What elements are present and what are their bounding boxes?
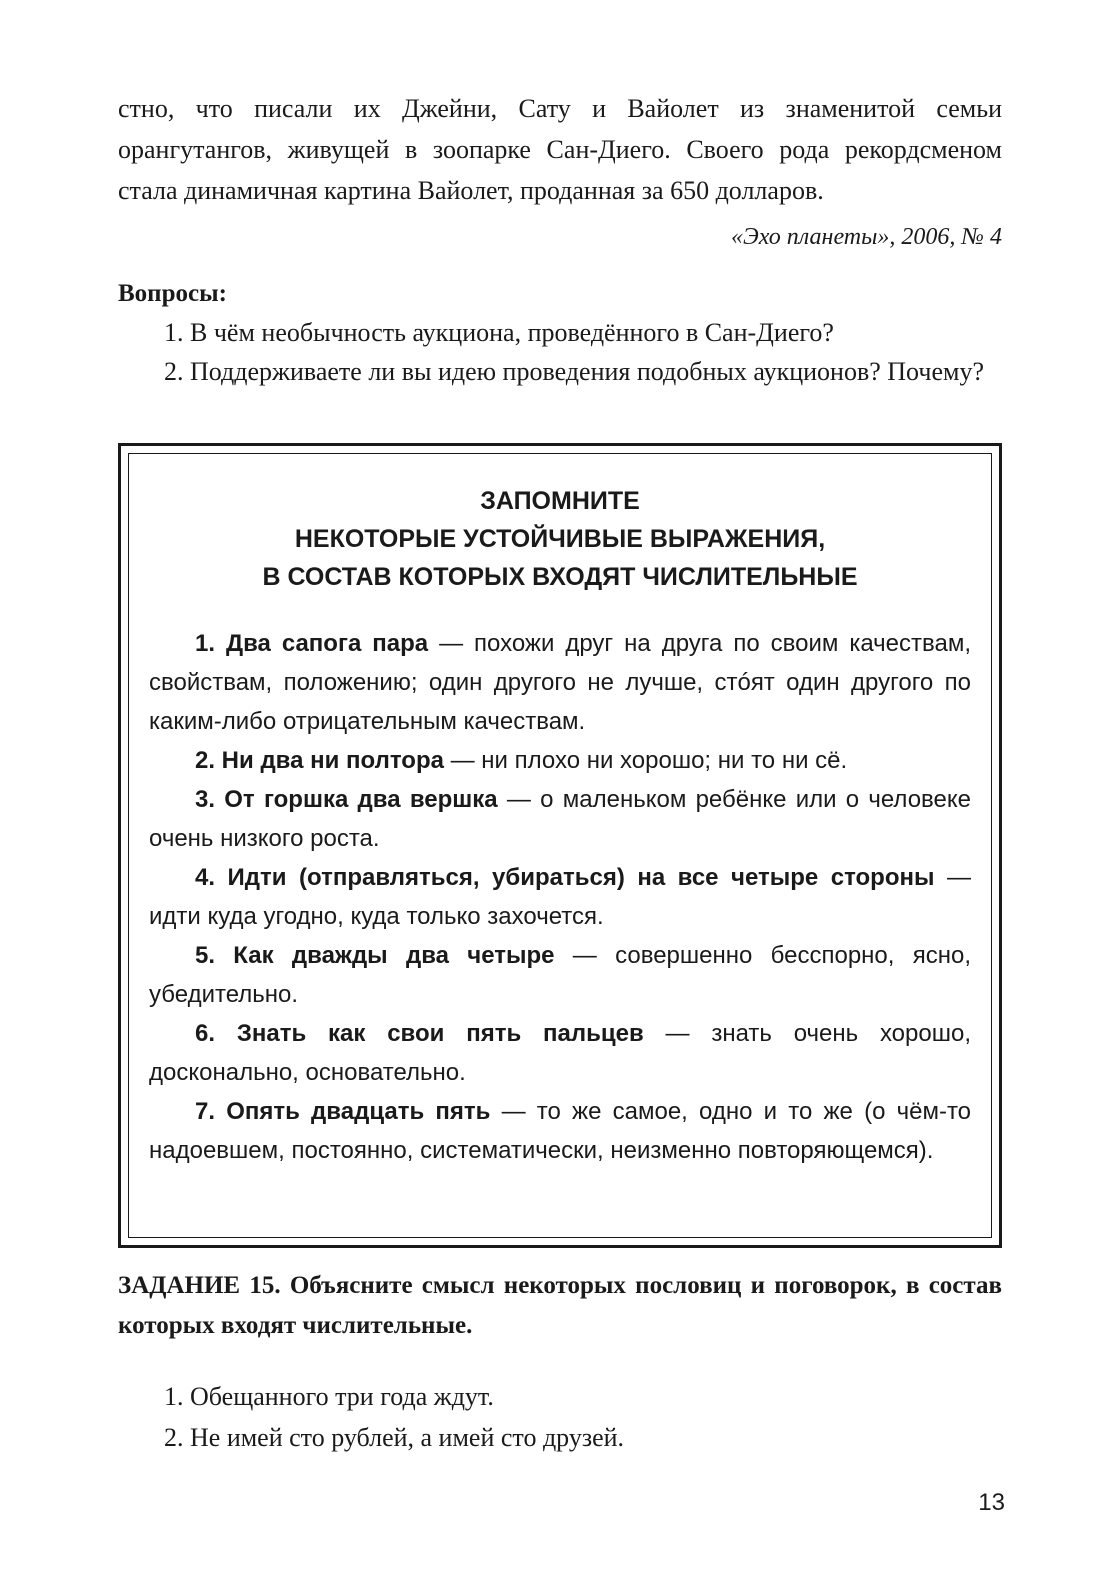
task-text: Объясните смысл некоторых пословиц и поговорок, в состав которых входят числительные. (118, 1272, 1002, 1339)
expression-term: 7. Опять двадцать пять (195, 1098, 491, 1125)
expression-term: 6. Знать как свои пять пальцев (195, 1020, 644, 1047)
expression-item-2 (149, 741, 971, 780)
remember-box-title-line3: В СОСТАВ КОТОРЫХ ВХОДЯТ ЧИСЛИТЕЛЬНЫЕ (262, 563, 858, 591)
proverb-item-1: 1. Обещанного три года ждут. (164, 1382, 494, 1411)
article-section (118, 88, 1002, 391)
expression-definition: — похожи друг на друга по своим качествам, свойствам, положению; один другого не лучше, стóят один другого по каким-либо отрицательным качествам. (149, 630, 972, 735)
proverbs-list (118, 1376, 1002, 1458)
remember-box-title-line2: НЕКОТОРЫЕ УСТОЙЧИВЫЕ ВЫРАЖЕНИЯ, (294, 525, 826, 553)
article-paragraph: стно, что писали их Джейни, Сату и Вайолет из знаменитой семьи орангутангов, живущей в зоопарке Сан-Диего. Своего рода рекордсменом стала динамичная картина Вайолет, проданная за 650 долларов. (118, 94, 1002, 205)
expression-definition: — идти куда угодно, куда только захочется. (149, 864, 971, 930)
expression-definition: — о маленьком ребёнке или о человеке очень низкого роста. (149, 786, 971, 852)
expression-definition: — знать очень хорошо, досконально, основательно. (149, 1020, 971, 1086)
expression-item-3 (149, 780, 971, 858)
task-label: ЗАДАНИЕ 15. (118, 1272, 281, 1299)
remember-box-inner-frame (128, 453, 992, 1238)
expression-term: 1. Два сапога пара (195, 630, 429, 657)
expression-item-6 (149, 1014, 971, 1092)
task-title (118, 1266, 1002, 1346)
expression-definition: — совершенно бесспорно, ясно, убедительно. (149, 942, 971, 1008)
expression-term: 4. Идти (отправляться, убираться) на все четыре стороны (195, 864, 935, 891)
task-section (118, 1266, 1002, 1458)
question-item-1: 1. В чём необычность аукциона, проведённого в Сан-Диего? (164, 318, 834, 347)
expression-term: 5. Как дважды два четыре (195, 942, 555, 969)
remember-box-title-line1: ЗАПОМНИТЕ (480, 487, 640, 515)
questions-title: Вопросы: (118, 280, 227, 307)
proverb-item-2: 2. Не имей сто рублей, а имей сто друзей. (164, 1423, 625, 1452)
expression-definition: — ни плохо ни хорошо; ни то ни сё. (443, 747, 848, 774)
expression-definition: — то же самое, одно и то же (о чём-то надоевшем, постоянно, систематически, неизменно повторяющемся). (149, 1098, 972, 1164)
expression-item-7 (149, 1092, 971, 1170)
expression-term: 3. От горшка два вершка (195, 786, 498, 813)
remember-box-content (149, 482, 971, 1170)
remember-box (118, 443, 1002, 1248)
article-source: «Эхо планеты», 2006, № 4 (731, 224, 1002, 250)
expression-term: 2. Ни два ни полтора (195, 747, 444, 774)
expressions-list (149, 624, 971, 1170)
page-number: 13 (978, 1489, 1005, 1516)
question-item-2: 2. Поддерживаете ли вы идею проведения подобных аукционов? Почему? (164, 357, 984, 386)
expression-item-4 (149, 858, 971, 936)
expression-item-5 (149, 936, 971, 1014)
expression-item-1 (149, 624, 971, 741)
